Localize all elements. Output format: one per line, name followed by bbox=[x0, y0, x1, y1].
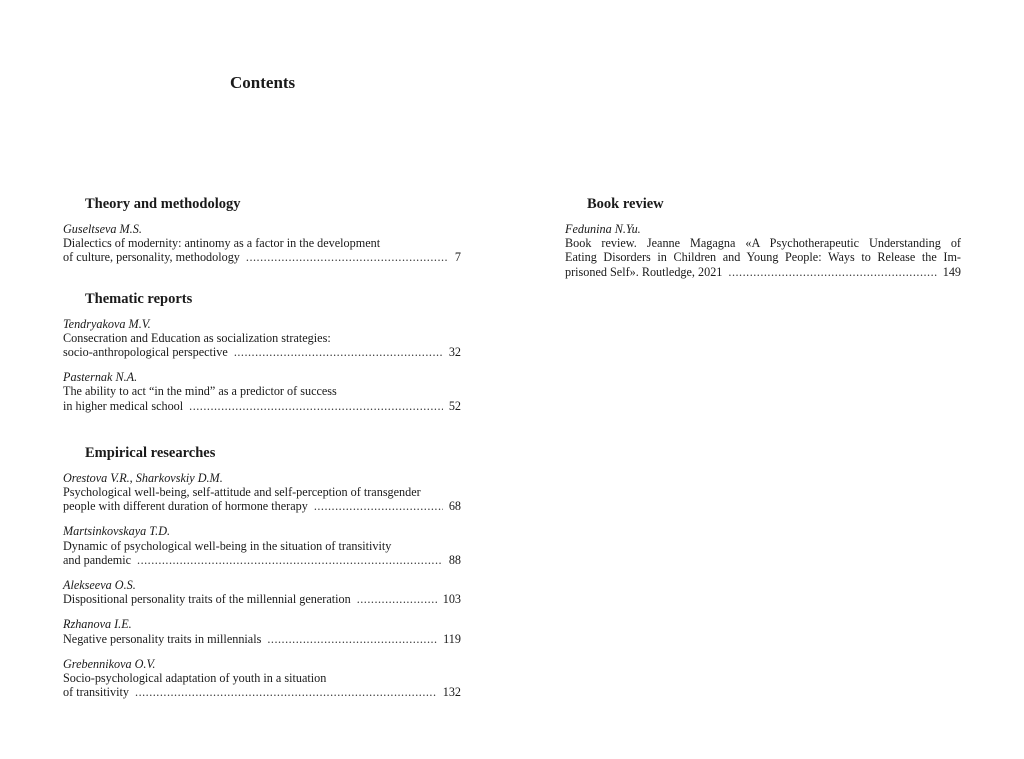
toc-entry[interactable] bbox=[63, 222, 461, 265]
dot-leader bbox=[137, 553, 443, 567]
toc-entry[interactable] bbox=[63, 657, 461, 700]
section-heading: Thematic reports bbox=[85, 290, 193, 307]
section-book-review bbox=[565, 195, 961, 279]
entry-title-line: Eating Disorders in Children and Young People: Ways to Release the Im- bbox=[565, 250, 961, 265]
page-number: 52 bbox=[448, 398, 461, 413]
entry-title-line: Negative personality traits in millennials bbox=[63, 631, 262, 646]
entry-author: Tendryakova M.V. bbox=[63, 316, 151, 331]
toc-entry[interactable] bbox=[63, 524, 461, 567]
entry-leader-line bbox=[63, 553, 461, 567]
entry-title-line: Dispositional personality traits of the millennial generation bbox=[63, 592, 351, 607]
dot-leader bbox=[189, 399, 443, 413]
entry-title-line: Consecration and Education as socialization strategies: bbox=[63, 330, 331, 345]
section-heading: Book review bbox=[587, 196, 664, 212]
dot-leader bbox=[267, 632, 437, 646]
page-number: 119 bbox=[443, 631, 461, 646]
page-title: Contents bbox=[230, 73, 296, 92]
entry-title-line: prisoned Self». Routledge, 2021 bbox=[565, 264, 723, 279]
entry-author: Martsinkovskaya T.D. bbox=[63, 524, 171, 539]
dot-leader bbox=[314, 499, 443, 513]
entry-leader-line bbox=[63, 632, 461, 646]
toc-entry[interactable] bbox=[63, 317, 461, 360]
right-column bbox=[565, 195, 961, 290]
page-number: 132 bbox=[442, 685, 461, 700]
entry-title-line: Psychological well-being, self-attitude and self-perception of transgender bbox=[63, 485, 421, 500]
dot-leader bbox=[234, 345, 443, 359]
dot-leader bbox=[357, 592, 437, 606]
section-empirical-researches bbox=[63, 444, 461, 700]
entry-title-line: of culture, personality, methodology bbox=[63, 250, 240, 265]
entry-author: Rzhanova I.E. bbox=[63, 617, 132, 632]
entry-leader-line bbox=[565, 265, 961, 279]
entry-leader-line bbox=[63, 399, 461, 413]
entry-leader-line bbox=[63, 685, 461, 699]
entry-title-line: The ability to act “in the mind” as a predictor of success bbox=[63, 384, 337, 399]
dot-leader bbox=[135, 685, 437, 699]
toc-entry[interactable] bbox=[63, 578, 461, 606]
entry-leader-line bbox=[63, 499, 461, 513]
entry-author: Alekseeva O.S. bbox=[63, 578, 136, 593]
entry-title-line: and pandemic bbox=[63, 552, 132, 567]
entry-title-line: Book review. Jeanne Magagna «A Psychotherapeutic Understanding of bbox=[565, 236, 961, 251]
entry-author: Orestova V.R., Sharkovskiy D.M. bbox=[63, 470, 223, 485]
entry-author: Fedunina N.Yu. bbox=[565, 222, 641, 236]
toc-entry[interactable] bbox=[63, 471, 461, 514]
entry-leader-line bbox=[63, 592, 461, 606]
entry-title-line: people with different duration of hormone therapy bbox=[63, 499, 308, 514]
entry-leader-line bbox=[63, 345, 461, 359]
entry-author: Guseltseva M.S. bbox=[63, 222, 142, 236]
toc-entry[interactable] bbox=[63, 617, 461, 645]
toc-entry[interactable] bbox=[63, 370, 461, 413]
left-column bbox=[63, 195, 461, 710]
entry-author: Pasternak N.A. bbox=[63, 370, 138, 385]
page-number: 88 bbox=[448, 552, 461, 567]
entry-leader-line bbox=[63, 250, 461, 264]
page-number: 149 bbox=[942, 264, 961, 279]
section-theory-and-methodology bbox=[63, 195, 461, 265]
section-thematic-reports bbox=[63, 290, 461, 413]
entry-title-line: Dialectics of modernity: antinomy as a factor in the development bbox=[63, 236, 381, 251]
entry-title-line: of transitivity bbox=[63, 685, 130, 700]
entry-title-line: Dynamic of psychological well-being in the situation of transitivity bbox=[63, 538, 392, 553]
page-number: 32 bbox=[448, 345, 461, 360]
section-heading: Theory and methodology bbox=[85, 196, 241, 212]
entry-title-line: socio-anthropological perspective bbox=[63, 345, 228, 360]
entry-title-line: Socio-psychological adaptation of youth in a situation bbox=[63, 671, 327, 686]
section-heading: Empirical researches bbox=[85, 444, 216, 461]
dot-leader bbox=[728, 265, 936, 279]
entry-title-line: in higher medical school bbox=[63, 398, 184, 413]
page-number: 103 bbox=[442, 592, 461, 607]
dot-leader bbox=[246, 250, 449, 264]
page-number: 7 bbox=[454, 250, 461, 265]
page-number: 68 bbox=[448, 499, 461, 514]
toc-entry[interactable] bbox=[565, 222, 961, 279]
entry-author: Grebennikova O.V. bbox=[63, 656, 156, 671]
